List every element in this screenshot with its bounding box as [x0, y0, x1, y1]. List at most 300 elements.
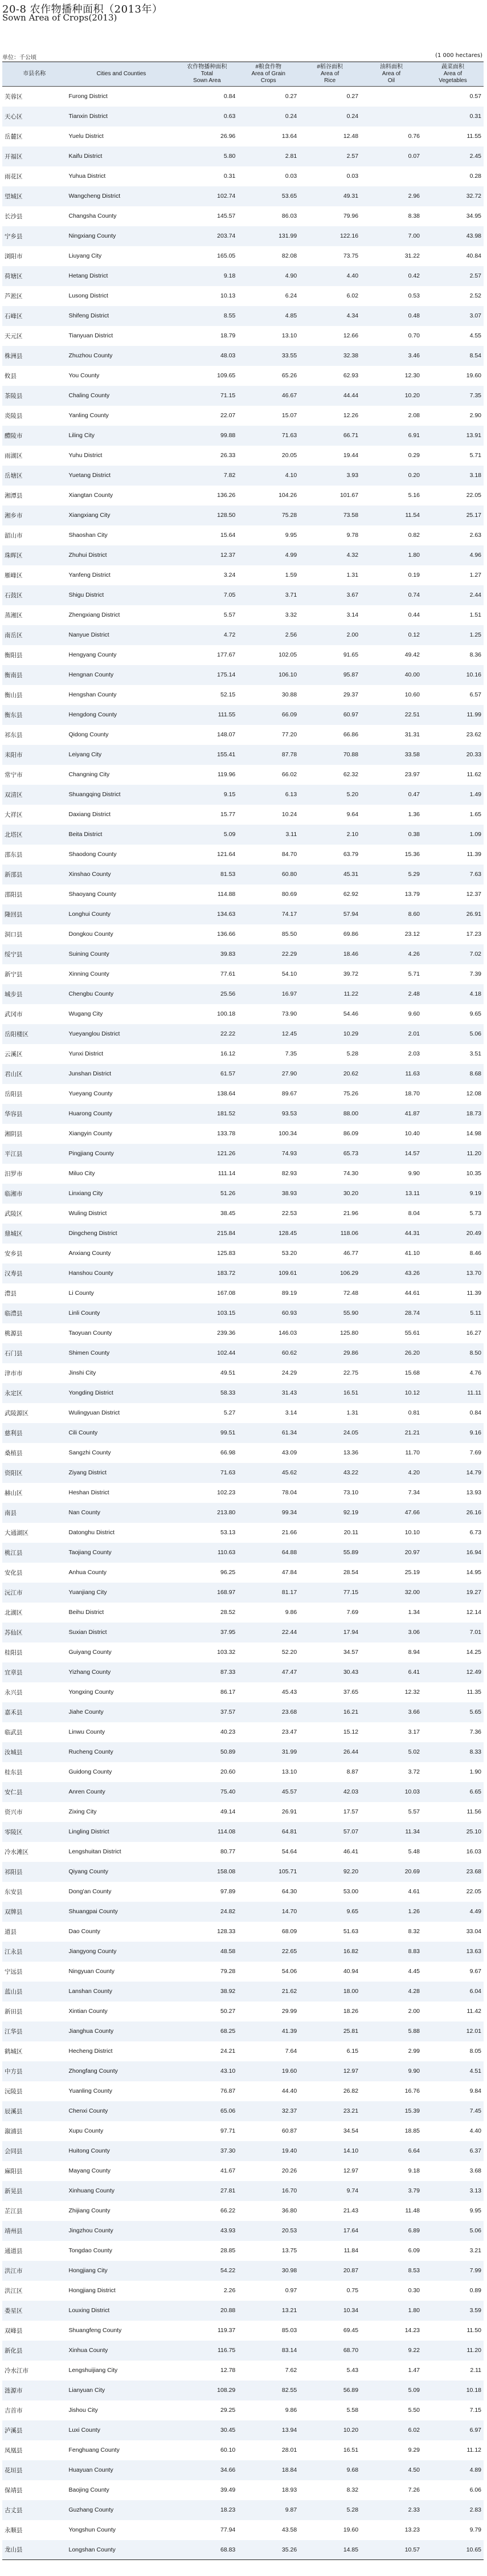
vegetables-area: 3.13	[469, 2187, 481, 2194]
region-name-cn: 安乡县	[5, 1250, 23, 1257]
region-name-cn: 南县	[5, 1509, 17, 1517]
col-veg: 蔬菜面积 Area of Vegetables	[422, 62, 484, 87]
region-name-en: Zhuzhou County	[68, 352, 113, 359]
total-sown-area: 75.40	[220, 1788, 236, 1795]
grain-crops-area: 60.80	[281, 871, 297, 878]
region-name-en: Yongding District	[68, 1389, 113, 1396]
table-row	[2, 1204, 484, 1224]
region-name-en: Ningxiang County	[68, 233, 116, 239]
total-sown-area: 97.89	[220, 1888, 236, 1895]
oil-area: 2.33	[408, 2506, 420, 2513]
grain-crops-area: 100.34	[279, 1130, 297, 1137]
total-sown-area: 18.79	[220, 332, 236, 339]
region-name-en: Shuangpai County	[68, 1908, 118, 1915]
table-row	[2, 326, 484, 346]
oil-area: 0.82	[408, 532, 420, 539]
rice-area: 88.00	[343, 1110, 359, 1117]
table-row	[2, 2141, 484, 2161]
oil-area: 1.26	[408, 1908, 420, 1915]
rice-area: 73.10	[343, 1489, 359, 1496]
table-row	[2, 1164, 484, 1184]
vegetables-area: 14.95	[466, 1569, 481, 1576]
region-name-cn: 赫山区	[5, 1489, 23, 1497]
vegetables-area: 9.95	[469, 2207, 481, 2214]
region-name-en: Lingling District	[68, 1828, 109, 1835]
vegetables-area: 12.01	[466, 2028, 481, 2035]
vegetables-area: 7.45	[469, 2108, 481, 2114]
region-name-en: Linxiang City	[68, 1190, 103, 1197]
rice-area: 24.05	[343, 1429, 359, 1436]
region-name-en: Xintian County	[68, 2008, 108, 2015]
grain-crops-area: 12.45	[281, 1030, 297, 1037]
total-sown-area: 5.09	[223, 831, 236, 838]
grain-crops-area: 82.55	[281, 2387, 297, 2394]
oil-area: 8.38	[408, 213, 420, 219]
table-row	[2, 2281, 484, 2301]
grain-crops-area: 15.07	[281, 412, 297, 419]
region-name-en: Xiangtan County	[68, 492, 113, 499]
sown-area-table	[2, 62, 484, 2560]
total-sown-area: 9.18	[223, 272, 236, 279]
total-sown-area: 128.33	[217, 1928, 236, 1935]
vegetables-area: 1.49	[469, 791, 481, 798]
total-sown-area: 9.15	[223, 791, 236, 798]
region-name-en: Daxiang District	[68, 811, 111, 818]
grain-crops-area: 41.39	[281, 2028, 297, 2035]
region-name-cn: 祁阳县	[5, 1868, 23, 1876]
table-row	[2, 2061, 484, 2081]
oil-area: 0.47	[408, 791, 420, 798]
oil-area: 5.50	[408, 2407, 420, 2414]
region-name-cn: 双牌县	[5, 1908, 23, 1915]
grain-crops-area: 128.45	[279, 1230, 297, 1237]
vegetables-area: 9.67	[469, 1968, 481, 1975]
vegetables-area: 40.84	[466, 252, 481, 259]
region-name-cn: 靖州县	[5, 2227, 23, 2235]
oil-area: 2.03	[408, 1050, 420, 1057]
vegetables-area: 11.55	[466, 133, 481, 140]
vegetables-area: 4.55	[469, 332, 481, 339]
total-sown-area: 34.66	[220, 2467, 236, 2473]
grain-crops-area: 47.47	[281, 1669, 297, 1676]
vegetables-area: 25.10	[466, 1828, 481, 1835]
region-name-cn: 荷塘区	[5, 272, 23, 280]
region-name-en: Pingjiang County	[68, 1150, 114, 1157]
oil-area: 14.57	[404, 1150, 420, 1157]
rice-area: 62.92	[343, 891, 359, 898]
table-row	[2, 486, 484, 506]
grain-crops-area: 102.05	[279, 651, 297, 658]
oil-area: 0.12	[408, 631, 420, 638]
total-sown-area: 114.88	[217, 891, 236, 898]
rice-area: 13.36	[343, 1449, 359, 1456]
region-name-cn: 浏阳市	[5, 252, 23, 260]
rice-area: 14.10	[343, 2147, 359, 2154]
region-name-en: Zixing City	[68, 1808, 97, 1815]
grain-crops-area: 13.94	[281, 2427, 297, 2434]
region-name-en: Fenghuang County	[68, 2447, 120, 2453]
total-sown-area: 48.58	[220, 1948, 236, 1955]
table-row	[2, 1244, 484, 1263]
vegetables-area: 5.06	[469, 2227, 481, 2234]
rice-area: 9.64	[346, 811, 359, 818]
table-row	[2, 366, 484, 386]
region-name-en: Yunxi District	[68, 1050, 104, 1057]
rice-area: 54.46	[343, 1010, 359, 1017]
table-row	[2, 406, 484, 426]
table-row	[2, 206, 484, 226]
table-row	[2, 1463, 484, 1483]
total-sown-area: 24.21	[220, 2048, 236, 2055]
region-name-en: Hongjiang City	[68, 2267, 108, 2274]
vegetables-area: 7.01	[469, 1629, 481, 1636]
total-sown-area: 10.13	[220, 292, 236, 299]
rice-area: 34.54	[343, 2127, 359, 2134]
region-name-en: Rucheng County	[68, 1748, 113, 1755]
table-row	[2, 1902, 484, 1922]
total-sown-area: 24.82	[220, 1908, 236, 1915]
table-row	[2, 984, 484, 1004]
total-sown-area: 81.53	[220, 871, 236, 878]
total-sown-area: 27.81	[220, 2187, 236, 2194]
total-sown-area: 30.45	[220, 2427, 236, 2434]
region-name-cn: 雨花区	[5, 173, 23, 180]
grain-crops-area: 61.34	[281, 1429, 297, 1436]
col-oil: 油料面积 Area of Oil	[361, 62, 422, 87]
rice-area: 17.64	[343, 2227, 359, 2234]
total-sown-area: 111.55	[218, 711, 236, 718]
rice-area: 16.51	[343, 2447, 359, 2453]
rice-area: 19.44	[343, 452, 359, 459]
oil-area: 10.03	[404, 1788, 420, 1795]
table-row	[2, 964, 484, 984]
vegetables-area: 3.51	[469, 1050, 481, 1057]
oil-area: 32.00	[404, 1589, 420, 1596]
vegetables-area: 16.03	[466, 1848, 481, 1855]
rice-area: 14.85	[299, 2540, 361, 2560]
grain-crops-area: 75.28	[281, 512, 297, 519]
total-sown-area: 128.50	[217, 512, 236, 519]
rice-area: 62.32	[343, 771, 359, 778]
total-sown-area: 20.88	[220, 2307, 236, 2314]
oil-area: 7.00	[408, 233, 420, 239]
rice-area: 75.26	[343, 1090, 359, 1097]
rice-area: 95.87	[343, 671, 359, 678]
region-name-en: Shaodong County	[68, 851, 117, 858]
region-name-cn: 冷水江市	[5, 2367, 28, 2374]
oil-area: 10.10	[404, 1529, 420, 1536]
total-sown-area: 68.83	[176, 2540, 238, 2560]
grain-crops-area: 65.26	[281, 372, 297, 379]
grain-crops-area: 45.62	[281, 1469, 297, 1476]
rice-area: 73.58	[343, 512, 359, 519]
grain-crops-area: 18.84	[281, 2467, 297, 2473]
rice-area: 0.03	[346, 173, 359, 180]
grain-crops-area: 131.99	[279, 233, 297, 239]
region-name-cn: 桑植县	[5, 1449, 23, 1457]
region-name-en: Xiangxiang City	[68, 512, 111, 519]
region-name-cn: 雁峰区	[5, 572, 23, 579]
rice-area: 125.80	[339, 1330, 359, 1336]
col-region-en: Cities and Counties	[67, 62, 177, 87]
oil-area: 3.06	[408, 1629, 420, 1636]
region-name-cn: 凤凰县	[5, 2447, 23, 2454]
rice-area: 8.32	[346, 2487, 359, 2493]
region-name-cn: 天元区	[5, 332, 23, 340]
oil-area: 5.02	[408, 1748, 420, 1755]
vegetables-area: 17.23	[466, 931, 481, 938]
total-sown-area: 49.14	[220, 1808, 236, 1815]
vegetables-area: 4.89	[469, 2467, 481, 2473]
vegetables-area: 7.36	[469, 1729, 481, 1735]
total-sown-area: 50.27	[220, 2008, 236, 2015]
vegetables-area: 2.44	[469, 592, 481, 598]
rice-area: 32.38	[343, 352, 359, 359]
region-name-en: Leiyang City	[68, 751, 102, 758]
oil-area: 8.94	[408, 1649, 420, 1656]
region-name-en: Kaifu District	[68, 153, 103, 160]
rice-area: 1.31	[346, 1409, 359, 1416]
rice-area: 30.43	[343, 1669, 359, 1676]
oil-area: 9.18	[408, 2167, 420, 2174]
region-name-cn: 临湘市	[5, 1190, 23, 1197]
vegetables-area: 5.71	[469, 452, 481, 459]
vegetables-area: 34.95	[466, 213, 481, 219]
grain-crops-area: 86.03	[281, 213, 297, 219]
region-name-cn: 沅江市	[5, 1589, 23, 1596]
region-name-en: Li County	[68, 1290, 94, 1297]
region-name-cn: 醴陵市	[5, 432, 23, 439]
total-sown-area: 43.93	[220, 2227, 236, 2234]
col-grain: #粮食作物 Area of Grain Crops	[238, 62, 299, 87]
total-sown-area: 103.15	[217, 1310, 236, 1316]
total-sown-area: 114.08	[217, 1828, 236, 1835]
grain-crops-area: 0.03	[285, 173, 297, 180]
table-row	[2, 386, 484, 406]
vegetables-area: 13.70	[466, 1270, 481, 1277]
vegetables-area: 22.05	[466, 492, 481, 499]
total-sown-area: 52.15	[220, 691, 236, 698]
region-name-en: Yueyanglou District	[68, 1030, 120, 1037]
region-name-en: Liuyang City	[68, 252, 102, 259]
region-name-en: Wuling District	[68, 1210, 107, 1217]
region-name-en: Dongkou County	[68, 931, 113, 938]
table-row	[2, 525, 484, 545]
oil-area: 5.48	[408, 1848, 420, 1855]
grain-crops-area: 13.75	[281, 2247, 297, 2254]
table-row	[2, 1962, 484, 1982]
table-row	[2, 1722, 484, 1742]
table-row	[2, 1443, 484, 1463]
grain-crops-area: 0.27	[285, 93, 297, 100]
oil-area: 8.53	[408, 2267, 420, 2274]
grain-crops-area: 6.24	[285, 292, 297, 299]
table-row	[2, 2002, 484, 2021]
total-sown-area: 158.08	[217, 1868, 236, 1875]
total-sown-area: 60.10	[220, 2447, 236, 2453]
region-name-en: Taojiang County	[68, 1549, 112, 1556]
grain-crops-area: 16.70	[281, 2187, 297, 2194]
vegetables-area: 20.33	[466, 751, 481, 758]
total-sown-area: 167.08	[217, 1290, 236, 1297]
table-row	[2, 1982, 484, 2002]
table-row	[2, 904, 484, 924]
grain-crops-area: 13.64	[281, 133, 297, 140]
region-name-cn: 泸溪县	[5, 2427, 23, 2434]
region-name-cn: 宁乡县	[5, 233, 23, 240]
table-row	[2, 1084, 484, 1104]
grain-crops-area: 47.84	[281, 1569, 297, 1576]
oil-area: 6.89	[408, 2227, 420, 2234]
grain-crops-area: 45.57	[281, 1788, 297, 1795]
rice-area: 51.63	[343, 1928, 359, 1935]
oil-area	[361, 166, 422, 186]
grain-crops-area: 7.64	[285, 2048, 297, 2055]
table-body	[2, 87, 484, 2560]
region-name-en: Lianyuan City	[68, 2387, 105, 2394]
table-row	[2, 2361, 484, 2381]
total-sown-area: 119.96	[217, 771, 236, 778]
vegetables-area: 11.39	[466, 851, 481, 858]
table-row	[2, 1882, 484, 1902]
total-sown-area: 65.06	[220, 2108, 236, 2114]
oil-area: 10.20	[404, 392, 420, 399]
vegetables-area: 13.91	[466, 432, 481, 439]
grain-crops-area: 84.70	[281, 851, 297, 858]
oil-area: 6.41	[408, 1669, 420, 1676]
grain-crops-area: 93.53	[281, 1110, 297, 1117]
region-name-cn: 绥宁县	[5, 951, 23, 958]
table-row	[2, 2181, 484, 2201]
region-name-en: Baojing County	[68, 2487, 109, 2493]
oil-area: 26.20	[404, 1350, 420, 1356]
table-row	[2, 2500, 484, 2520]
rice-area: 12.48	[343, 133, 359, 140]
col-total: 农作物播种面积 Total Sown Area	[176, 62, 238, 87]
grain-crops-area: 13.21	[281, 2307, 297, 2314]
region-name-cn: 望城区	[5, 193, 23, 200]
grain-crops-area: 105.71	[279, 1868, 297, 1875]
total-sown-area: 134.63	[217, 911, 236, 918]
rice-area: 70.88	[343, 751, 359, 758]
region-name-en: Luxi County	[68, 2427, 100, 2434]
rice-area: 12.97	[343, 2167, 359, 2174]
vegetables-area: 8.54	[469, 352, 481, 359]
region-name-en: Jianghua County	[68, 2028, 114, 2035]
total-sown-area: 136.66	[217, 931, 236, 938]
grain-crops-area: 30.88	[281, 691, 297, 698]
total-sown-area: 203.74	[217, 233, 236, 239]
total-sown-area: 102.23	[217, 1489, 236, 1496]
region-name-cn: 平江县	[5, 1150, 23, 1157]
vegetables-area: 23.62	[466, 731, 481, 738]
region-name-cn: 慈利县	[5, 1429, 23, 1437]
vegetables-area: 9.16	[469, 1429, 481, 1436]
rice-area: 63.79	[343, 851, 359, 858]
grain-crops-area: 53.65	[281, 193, 297, 199]
rice-area: 16.21	[343, 1709, 359, 1715]
region-name-cn: 洞口县	[5, 931, 23, 938]
region-name-en: Tongdao County	[68, 2247, 112, 2254]
grain-crops-area: 54.64	[281, 1848, 297, 1855]
grain-crops-area: 109.61	[279, 1270, 297, 1277]
grain-crops-area: 68.09	[281, 1928, 297, 1935]
vegetables-area: 11.56	[466, 1808, 481, 1815]
table-row	[2, 166, 484, 186]
total-sown-area: 43.10	[220, 2068, 236, 2074]
vegetables-area: 1.65	[469, 811, 481, 818]
region-name-cn: 宜章县	[5, 1669, 23, 1676]
total-sown-area: 37.95	[220, 1629, 236, 1636]
rice-area: 4.40	[346, 272, 359, 279]
region-name-en: Xinhuang County	[68, 2187, 115, 2194]
oil-area: 1.47	[408, 2367, 420, 2374]
total-sown-area: 102.44	[217, 1350, 236, 1356]
vegetables-area: 7.63	[469, 871, 481, 878]
table-row	[2, 825, 484, 845]
table-row	[2, 1702, 484, 1722]
rice-area: 46.77	[343, 1250, 359, 1257]
table-row	[2, 1263, 484, 1283]
region-name-en: Mayang County	[68, 2167, 111, 2174]
total-sown-area: 66.98	[220, 1449, 236, 1456]
oil-area: 41.10	[404, 1250, 420, 1257]
vegetables-area: 5.11	[470, 1310, 481, 1316]
table-row	[2, 1383, 484, 1403]
rice-area: 9.74	[346, 2187, 359, 2194]
rice-area: 17.57	[343, 1808, 359, 1815]
oil-area: 1.34	[408, 1609, 420, 1616]
region-name-cn: 雨湖区	[5, 452, 23, 459]
oil-area: 31.31	[404, 731, 420, 738]
total-sown-area: 121.64	[217, 851, 236, 858]
total-sown-area: 116.75	[217, 2347, 236, 2354]
grain-crops-area: 52.20	[281, 1649, 297, 1656]
total-sown-area: 5.80	[223, 153, 236, 160]
oil-area: 12.32	[404, 1689, 420, 1695]
grain-crops-area: 54.06	[281, 1968, 297, 1975]
table-row	[2, 226, 484, 246]
region-name-cn: 湘乡市	[5, 512, 23, 519]
table-row	[2, 2241, 484, 2261]
total-sown-area: 38.92	[220, 1988, 236, 1995]
region-name-cn: 芦淞区	[5, 292, 23, 300]
grain-crops-area: 53.20	[281, 1250, 297, 1257]
vegetables-area: 2.83	[469, 2506, 481, 2513]
total-sown-area: 121.26	[217, 1150, 236, 1157]
rice-area: 6.15	[346, 2048, 359, 2055]
region-name-cn: 龙山县	[2, 2540, 67, 2560]
rice-area: 60.97	[343, 711, 359, 718]
region-name-en: Xinshao County	[68, 871, 111, 878]
grain-crops-area: 9.86	[285, 2407, 297, 2414]
region-name-en: Chengbu County	[68, 991, 114, 997]
region-name-cn: 隆回县	[5, 911, 23, 918]
region-name-cn: 道县	[5, 1928, 17, 1935]
region-name-cn: 长沙县	[5, 213, 23, 220]
region-name-cn: 武陵区	[5, 1210, 23, 1217]
region-name-cn: 湘潭县	[5, 492, 23, 499]
oil-area: 16.76	[404, 2088, 420, 2094]
total-sown-area: 0.31	[223, 173, 236, 180]
region-name-en: Shifeng District	[68, 312, 109, 319]
oil-area: 4.26	[408, 951, 420, 957]
table-row	[2, 2341, 484, 2361]
total-sown-area: 71.63	[220, 1469, 236, 1476]
region-name-en: Yanling County	[68, 412, 109, 419]
grain-crops-area: 60.87	[281, 2127, 297, 2134]
vegetables-area: 9.65	[469, 1010, 481, 1017]
